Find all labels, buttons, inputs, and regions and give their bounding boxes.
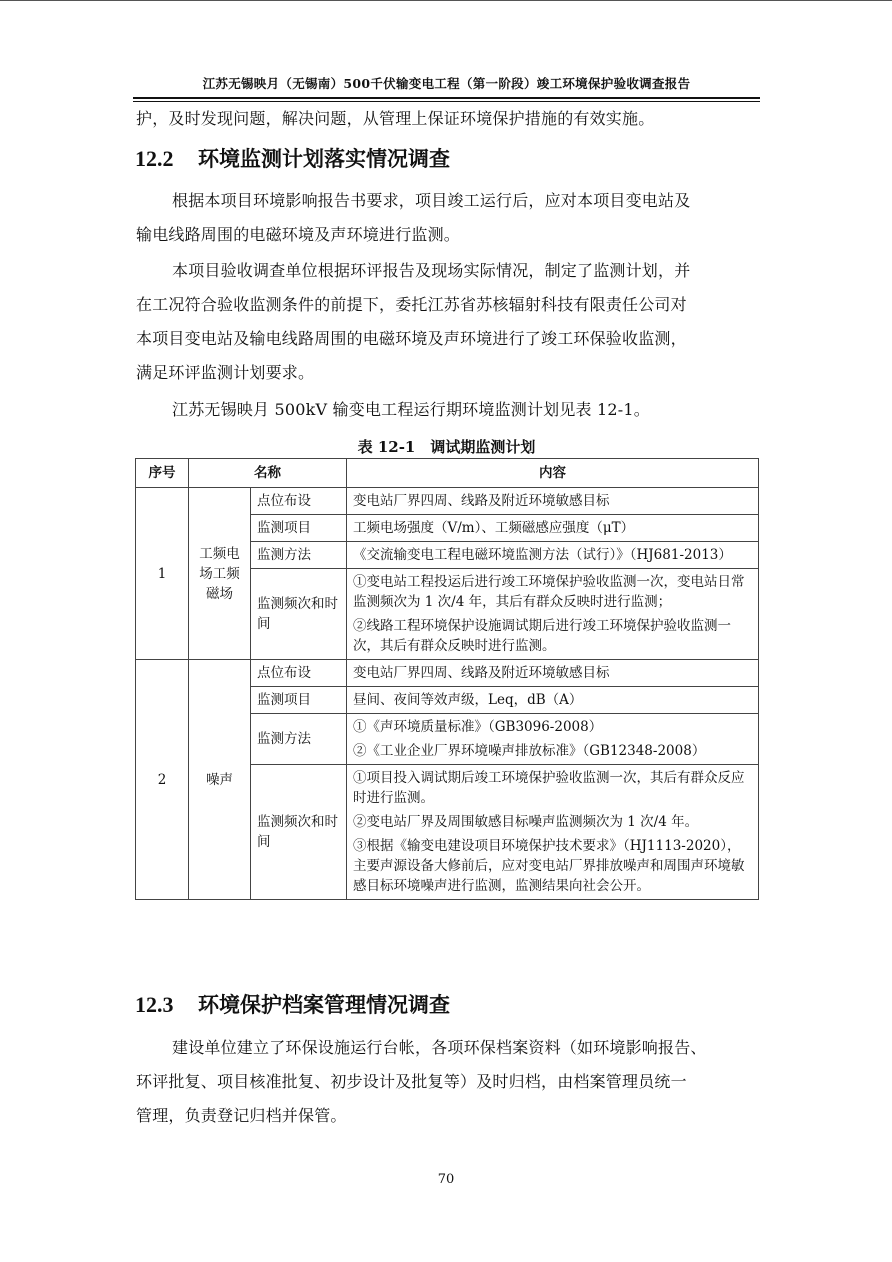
content-line: ②线路工程环境保护设施调试期后进行竣工环境保护验收监测一次，其后有群众反映时进行监测。 [353, 618, 731, 654]
intro-line: 护，及时发现问题，解决问题，从管理上保证环境保护措施的有效实施。 [136, 109, 655, 128]
content-line: ②变电站厂界及周围敏感目标噪声监测频次为 1 次/4 年。 [353, 814, 699, 830]
paragraph-line: 管理，负责登记归档并保管。 [136, 1106, 347, 1125]
header-name: 名称 [189, 459, 347, 488]
paragraph-line: 本项目变电站及输电线路周围的电磁环境及声环境进行了竣工环保验收监测， [136, 329, 687, 348]
page-number: 70 [437, 1172, 455, 1187]
content-line: 变电站厂界四周、线路及附近环境敏感目标 [353, 665, 610, 681]
table-row [136, 660, 759, 687]
section-12-3-heading [135, 989, 450, 1019]
row-item: 监测项目 [251, 687, 347, 714]
section-12-3-paragraph-1 [136, 1031, 760, 1133]
monitoring-plan-table [135, 458, 759, 900]
section-12-2-paragraph-2 [136, 254, 760, 390]
row-item: 监测方法 [251, 714, 347, 765]
header-content: 内容 [347, 459, 759, 488]
page-top-border [0, 0, 892, 1]
section-number: 12.3 [135, 992, 174, 1017]
group-index: 2 [136, 660, 189, 900]
content-line: ①《声环境质量标准》（GB3096-2008） [353, 719, 603, 735]
row-content [347, 542, 759, 569]
content-line: 《交流输变电工程电磁环境监测方法（试行）》（HJ681-2013） [353, 547, 732, 563]
content-line: ②《工业企业厂界环境噪声排放标准》（GB12348-2008） [353, 743, 706, 759]
row-item: 监测方法 [251, 542, 347, 569]
header-index: 序号 [136, 459, 189, 488]
row-content [347, 569, 759, 660]
row-content [347, 515, 759, 542]
row-item: 点位布设 [251, 488, 347, 515]
row-item: 监测频次和时间 [251, 765, 347, 900]
paragraph-line: 环评批复、项目核准批复、初步设计及批复等）及时归档，由档案管理员统一 [136, 1072, 687, 1091]
section-12-2-paragraph-1 [136, 184, 760, 252]
content-line: ①项目投入调试期后竣工环境保护验收监测一次，其后有群众反应时进行监测。 [353, 770, 745, 806]
content-line: 工频电场强度（V/m）、工频磁感应强度（μT） [353, 520, 635, 536]
row-content [347, 714, 759, 765]
paragraph-line: 江苏无锡映月 500kV 输变电工程运行期环境监测计划见表 12-1。 [172, 400, 650, 419]
paragraph-line: 输电线路周围的电磁环境及声环境进行监测。 [136, 225, 461, 244]
section-number: 12.2 [135, 146, 174, 171]
row-content [347, 488, 759, 515]
row-content [347, 660, 759, 687]
row-content [347, 765, 759, 900]
content-line: 昼间、夜间等效声级，Leq，dB（A） [353, 692, 583, 708]
section-12-2-heading [135, 143, 450, 173]
table-row [136, 488, 759, 515]
paragraph-line: 满足环评监测计划要求。 [136, 363, 315, 382]
section-title: 环境监测计划落实情况调查 [198, 147, 450, 171]
content-line: 变电站厂界四周、线路及附近环境敏感目标 [353, 493, 610, 509]
paragraph-line: 根据本项目环境影响报告书要求，项目竣工运行后，应对本项目变电站及 [172, 191, 691, 210]
group-category: 工频电场工频磁场 [189, 488, 251, 660]
row-content [347, 687, 759, 714]
group-category: 噪声 [189, 660, 251, 900]
running-header: 江苏无锡映月（无锡南）500千伏输变电工程（第一阶段）竣工环境保护验收调查报告 [202, 76, 691, 91]
content-line: ①变电站工程投运后进行竣工环境保护验收监测一次，变电站日常监测频次为 1 次/4 年，其后有群众反映时进行监测； [353, 574, 745, 610]
paragraph-line: 本项目验收调查单位根据环评报告及现场实际情况，制定了监测计划，并 [172, 261, 691, 280]
row-item: 监测频次和时间 [251, 569, 347, 660]
table-header-row [136, 459, 759, 488]
paragraph-line: 建设单位建立了环保设施运行台帐，各项环保档案资料（如环境影响报告、 [172, 1038, 707, 1057]
header-rule [133, 97, 760, 99]
table-caption: 表 12-1 调试期监测计划 [357, 438, 536, 456]
section-12-2-paragraph-3 [136, 393, 760, 427]
row-item: 点位布设 [251, 660, 347, 687]
paragraph-line: 在工况符合验收监测条件的前提下，委托江苏省苏核辐射科技有限责任公司对 [136, 295, 687, 314]
row-item: 监测项目 [251, 515, 347, 542]
intro-paragraph [136, 102, 760, 136]
group-index: 1 [136, 488, 189, 660]
content-line: ③根据《输变电建设项目环境保护技术要求》（HJ1113-2020），主要声源设备大修前后，应对变电站厂界排放噪声和周围声环境敏感目标环境噪声进行监测，监测结果向社会公开。 [353, 838, 745, 894]
section-title: 环境保护档案管理情况调查 [198, 993, 450, 1017]
